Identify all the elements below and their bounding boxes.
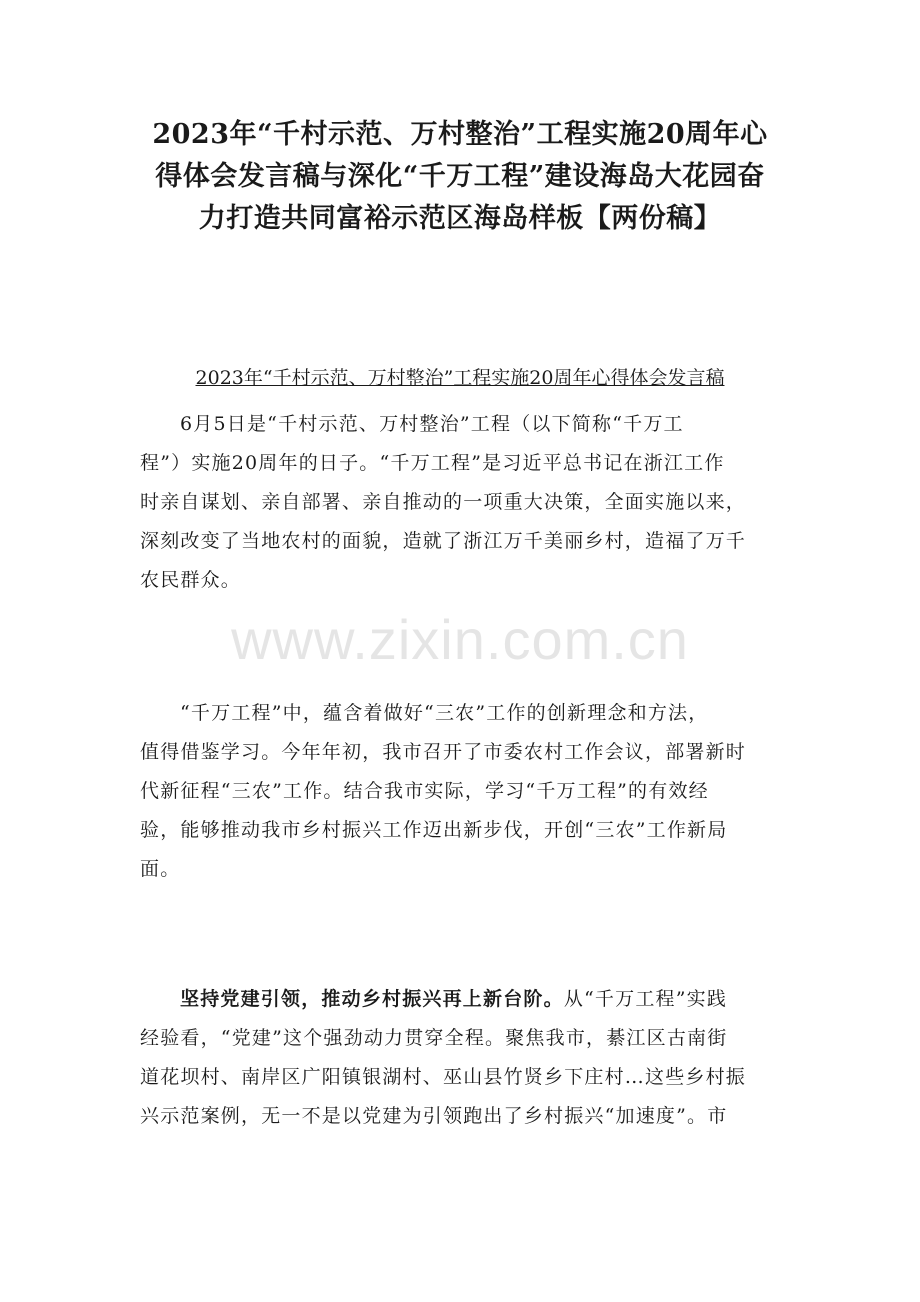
watermark: www.zixin.com.cn (231, 608, 689, 671)
paragraph-1 (140, 405, 780, 600)
text-line: 6月5日是“千村示范、万村整治”工程（以下简称“千万工 (180, 413, 684, 435)
text-line: 程”）实施20周年的日子。“千万工程”是习近平总书记在浙江工作 (140, 452, 725, 474)
text-line (140, 980, 780, 1019)
text-line: 深刻改变了当地农村的面貌，造就了浙江万千美丽乡村，造福了万千 (140, 530, 747, 552)
text-line: “千万工程”中，蕴含着做好“三农”工作的创新理念和方法， (180, 702, 709, 724)
title-line: 得体会发言稿与深化“千万工程”建设海岛大花园奋 (155, 161, 765, 192)
paragraph-text: 从“千万工程”实践 (563, 988, 728, 1010)
text-line: 代新征程“三农”工作。结合我市实际，学习“千万工程”的有效经 (140, 780, 709, 802)
document-title (120, 114, 800, 240)
paragraph-lead: 坚持党建引领，推动乡村振兴再上新台阶。 (180, 988, 564, 1010)
section-title: 2023年“千村示范、万村整治”工程实施20周年心得体会发言稿 (195, 367, 725, 389)
title-line: 2023年“千村示范、万村整治”工程实施20周年心 (152, 119, 768, 150)
text-line: 值得借鉴学习。今年年初，我市召开了市委农村工作会议，部署新时 (140, 741, 747, 763)
text-line: 道花坝村、南岸区广阳镇银湖村、巫山县竹贤乡下庄村…这些乡村振 (140, 1066, 747, 1088)
paragraph-2 (140, 694, 780, 889)
text-line: 面。 (140, 858, 181, 880)
text-line: 农民群众。 (140, 569, 242, 591)
text-line: 兴示范案例，无一不是以党建为引领跑出了乡村振兴“加速度”。市 (140, 1105, 728, 1127)
title-line: 力打造共同富裕示范区海岛样板【两份稿】 (198, 203, 722, 234)
paragraph-3 (140, 980, 780, 1136)
text-line: 验，能够推动我市乡村振兴工作迈出新步伐，开创“三农”工作新局 (140, 819, 728, 841)
text-line: 时亲自谋划、亲自部署、亲自推动的一项重大决策，全面实施以来， (140, 491, 747, 513)
text-line: 经验看，“党建”这个强劲动力贯穿全程。聚焦我市，綦江区古南街 (140, 1027, 728, 1049)
